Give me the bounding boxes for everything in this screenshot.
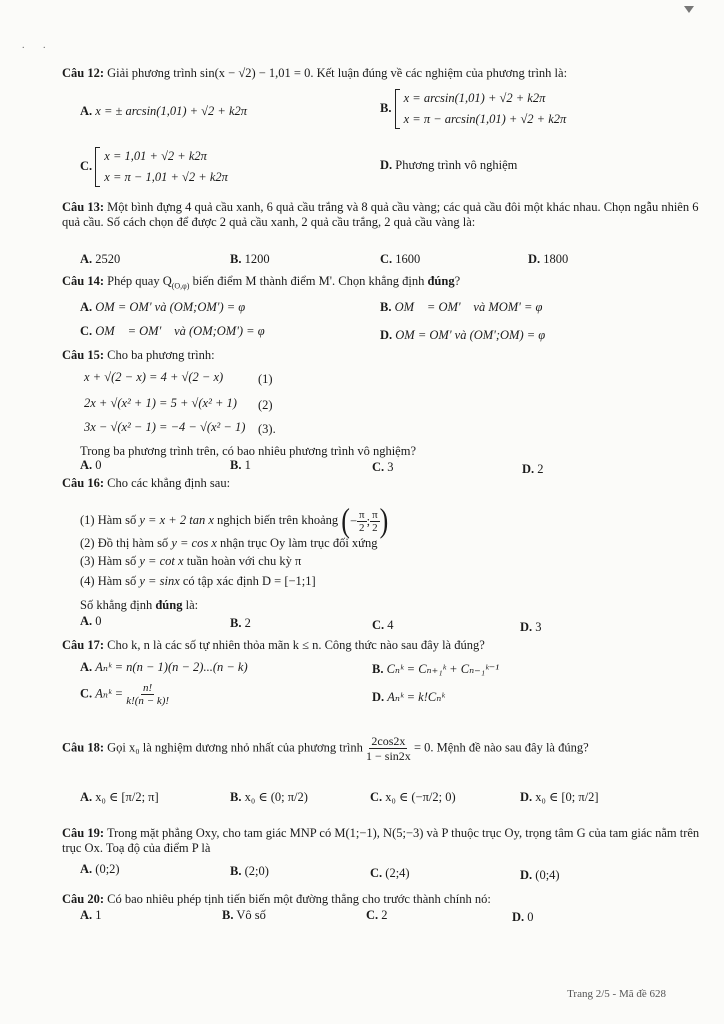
- q18-option-a: A. x₀ ∈ [π/2; π]: [80, 790, 159, 804]
- q13-option-d: D. 1800: [528, 252, 569, 266]
- q16-prompt: Số khẳng định đúng là:: [80, 598, 199, 612]
- question-12: [62, 66, 702, 81]
- q16-statement-3: (3) Hàm số y = cot x tuần hoàn với chu kỳ π: [80, 554, 302, 568]
- corner-mark-icon: [684, 6, 694, 13]
- q20-option-a: A. 1: [80, 908, 102, 922]
- page-footer: Trang 2/5 - Mã đề 628: [567, 988, 666, 1000]
- q15-equation-3-number: (3).: [258, 422, 276, 436]
- q12-option-b: B. x = arcsin(1,01) + √2 + k2π x = π − arcsin(1,01) + √2 + k2π: [380, 88, 566, 130]
- q17-option-b: B. Cₙᵏ = Cₙ₊₁ᵏ + Cₙ₋₁ᵏ⁻¹: [372, 662, 499, 676]
- question-20-label: Câu 20:: [62, 892, 105, 906]
- q15-equation-1-number: (1): [258, 372, 273, 386]
- question-15-label: Câu 15:: [62, 348, 105, 362]
- question-20: Câu 20: Có bao nhiêu phép tịnh tiến biến một đường thẳng cho trước thành chính nó:: [62, 892, 491, 906]
- q14-option-d: D. OM = OM' và (OM';OM) = φ: [380, 328, 546, 342]
- q15-option-c: C. 3: [372, 460, 394, 474]
- q15-equation-3: 3x − √(x² − 1) = −4 − √(x² − 1): [84, 420, 246, 434]
- q19-option-c: C. (2;4): [370, 866, 410, 880]
- question-14: Câu 14: Phép quay $Q_{(O,\varphi)}$ biến điểm M thành điểm M'. Chọn khẳng định đúng?: [62, 274, 461, 291]
- q12-option-d: D. Phương trình vô nghiệm: [380, 158, 518, 172]
- q12-option-c: C. x = 1,01 + √2 + k2π x = π − 1,01 + √2 + k2π: [80, 146, 228, 188]
- q16-interval: ( − $\frac{\pi}{2}$ ; $\frac{\pi}{2}$ ): [341, 501, 389, 540]
- q15-option-b: B. 1: [230, 458, 251, 472]
- q15-option-d: D. 2: [522, 462, 544, 476]
- q16-statement-4: (4) Hàm số y = sinx có tập xác định D = [−1;1]: [80, 574, 316, 588]
- q16-statement-1: (1) Hàm số y = x + 2 tan x nghịch biến trên khoảng ( − $\frac{\pi}{2}$ ; $\frac{\pi}{2}$ ): [80, 501, 389, 540]
- q13-option-a: A. 2520: [80, 252, 121, 266]
- q20-option-b: B. Vô số: [222, 908, 266, 922]
- question-12-text: Giải phương trình sin(x − √2) − 1,01 = 0. Kết luận đúng về các nghiệm của phương trình là:: [107, 66, 568, 80]
- q17-option-c: C. Aₙᵏ = $\frac{n!}{k!(n - k)!}$: [80, 682, 170, 707]
- q19-option-a: A. (0;2): [80, 862, 120, 876]
- q16-statement-2: (2) Đồ thị hàm số y = cos x nhận trục Oy làm trục đối xứng: [80, 536, 378, 550]
- question-17: Câu 17: Cho k, n là các số tự nhiên thỏa mãn k ≤ n. Công thức nào sau đây là đúng?: [62, 638, 485, 652]
- question-14-label: Câu 14:: [62, 274, 105, 288]
- q12-option-c-system: x = 1,01 + √2 + k2π x = π − 1,01 + √2 + k2π: [95, 146, 228, 188]
- q18-option-b: B. x₀ ∈ (0; π/2): [230, 790, 308, 804]
- q14-option-a: A. OM = OM' và (OM;OM') = φ: [80, 300, 246, 314]
- question-15: Câu 15: Cho ba phương trình:: [62, 348, 215, 362]
- q13-option-b: B. 1200: [230, 252, 270, 266]
- q15-equation-2-number: (2): [258, 398, 273, 412]
- q15-equation-2: 2x + √(x² + 1) = 5 + √(x² + 1): [84, 396, 237, 410]
- q15-prompt: Trong ba phương trình trên, có bao nhiêu phương trình vô nghiệm?: [80, 444, 416, 458]
- question-19-label: Câu 19:: [62, 826, 105, 840]
- q15-option-a: A. 0: [80, 458, 102, 472]
- q18-option-c: C. x₀ ∈ (−π/2; 0): [370, 790, 456, 804]
- q17-option-a: A. Aₙᵏ = n(n − 1)(n − 2)...(n − k): [80, 660, 248, 674]
- q19-option-d: D. (0;4): [520, 868, 560, 882]
- q16-option-c: C. 4: [372, 618, 394, 632]
- q20-option-d: D. 0: [512, 910, 534, 924]
- q17-option-d: D. Aₙᵏ = k!Cₙᵏ: [372, 690, 445, 704]
- q15-equation-1: x + √(2 − x) = 4 + √(2 − x): [84, 370, 224, 384]
- q17-option-c-fraction: $\frac{n!}{k!(n - k)!}$: [126, 682, 170, 707]
- question-13: [62, 200, 702, 230]
- q12-option-b-system: x = arcsin(1,01) + √2 + k2π x = π − arcsin(1,01) + √2 + k2π: [395, 88, 567, 130]
- question-17-label: Câu 17:: [62, 638, 105, 652]
- q19-option-b: B. (2;0): [230, 864, 269, 878]
- question-16: Câu 16: Cho các khẳng định sau:: [62, 476, 231, 490]
- question-16-label: Câu 16:: [62, 476, 105, 490]
- q16-option-d: D. 3: [520, 620, 542, 634]
- question-19: Câu 19: Trong mặt phẳng Oxy, cho tam giác MNP có M(1;−1), N(5;−3) và P thuộc trục Oy, trọng tâm G của tam giác nằm trên trục Ox. Toạ độ của điểm P là: [62, 826, 700, 855]
- question-18-label: Câu 18:: [62, 740, 105, 755]
- q18-option-d: D. x₀ ∈ [0; π/2]: [520, 790, 599, 804]
- q18-fraction: $\frac{2\cos 2x}{1 - \sin 2x}$: [366, 734, 411, 763]
- question-13-label: Câu 13:: [62, 200, 105, 214]
- question-13-text: Một bình đựng 4 quả cầu xanh, 6 quả cầu trắng và 8 quả cầu vàng; các quả cầu đôi một khác nhau. Chọn ngẫu nhiên 6 quả cầu. Số cách chọn để được 2 quả cầu xanh, 2 quả cầu trắng, 2 quả cầu vàng là:: [62, 200, 699, 229]
- q13-option-c: C. 1600: [380, 252, 421, 266]
- q12-option-a: A. x = ± arcsin(1,01) + √2 + k2π: [80, 104, 248, 118]
- question-18: Câu 18: Gọi x₀ là nghiệm dương nhỏ nhất của phương trình $\frac{2\cos 2x}{1 - \sin 2x}$ = 0. Mệnh đề nào sau đây là đúng?: [62, 734, 589, 763]
- q16-option-a: A. 0: [80, 614, 102, 628]
- q14-option-c: C. OM⃗ = OM'⃗ và (OM;OM') = φ: [80, 324, 265, 338]
- question-12-label: Câu 12:: [62, 66, 105, 80]
- q20-option-c: C. 2: [366, 908, 388, 922]
- q14-option-b: B. OM⃗ = OM'⃗ và MOM' = φ: [380, 300, 543, 314]
- q16-option-b: B. 2: [230, 616, 251, 630]
- stray-dots: . .: [22, 40, 54, 51]
